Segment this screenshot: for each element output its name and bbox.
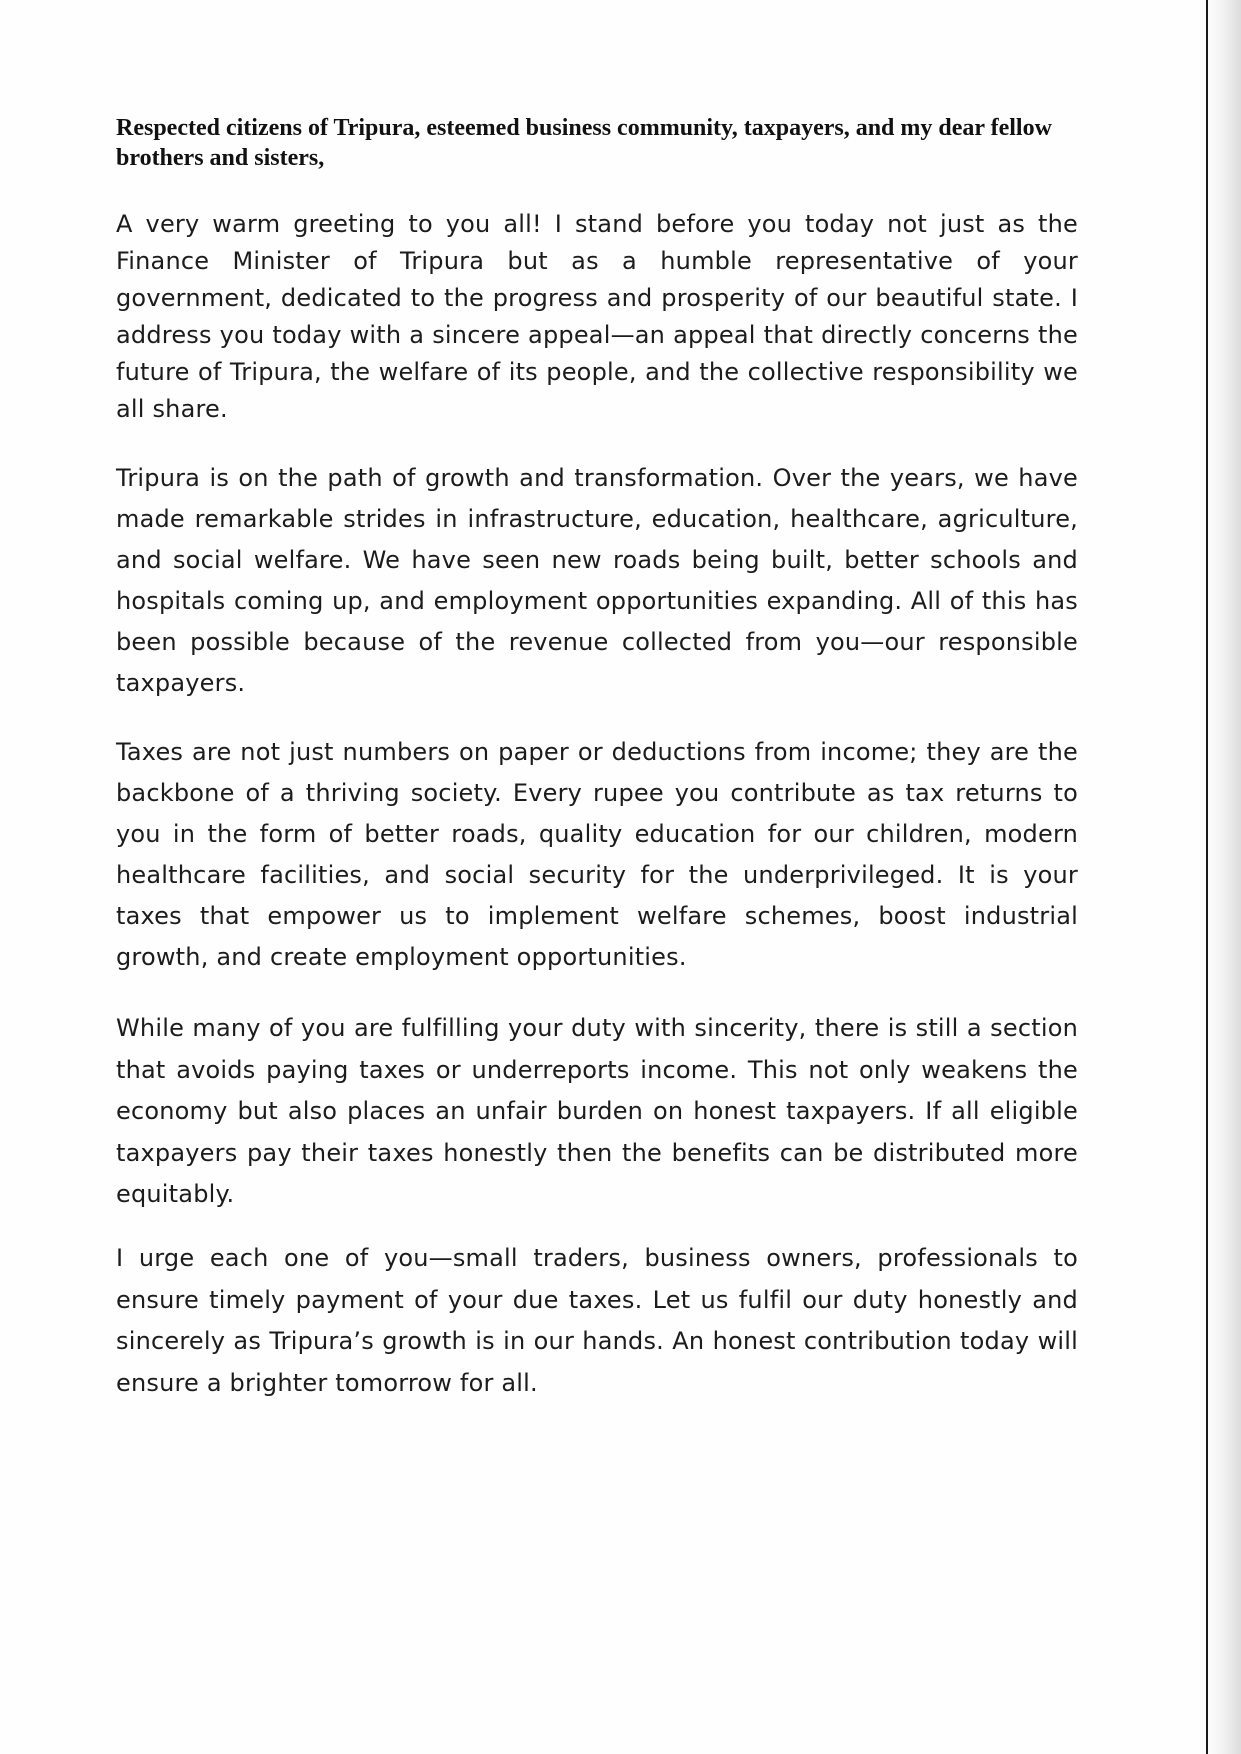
page-edge-shadow <box>1207 0 1241 1754</box>
salutation: Respected citizens of Tripura, esteemed business community, taxpayers, and my dear fellow brothers and sisters, <box>116 115 1052 171</box>
page-edge-line <box>1206 0 1208 1754</box>
paragraph-taxes-backbone: Taxes are not just numbers on paper or deductions from income; they are the backbone of a thriving society. Every rupee you contribute as tax returns to you in the form of better roads, quality education for our children, modern healthcare facilities, and social security for the underprivileged. It is your taxes that empower us to implement welfare schemes, boost industrial growth, and create employment opportunities. <box>116 738 1078 971</box>
paragraph-tax-evasion: While many of you are fulfilling your duty with sincerity, there is still a section that avoids paying taxes or underreports income. This not only weakens the economy but also places an unfair burden on honest taxpayers. If all eligible taxpayers pay their taxes honestly then the benefits can be distributed more equitably. <box>116 1014 1078 1208</box>
paragraph-greeting: A very warm greeting to you all! I stand before you today not just as the Finance Minister of Tripura but as a humble representative of your government, dedicated to the progress and prosperity of our beautiful state. I address you today with a sincere appeal—an appeal that directly concerns the future of Tripura, the welfare of its people, and the collective responsibility we all share. <box>116 210 1078 423</box>
paragraph-appeal: I urge each one of you—small traders, business owners, professionals to ensure timely payment of your due taxes. Let us fulfil our duty honestly and sincerely as Tripura’s growth is in our hands. An honest contribution today will ensure a brighter tomorrow for all. <box>116 1244 1078 1397</box>
paragraph-growth: Tripura is on the path of growth and transformation. Over the years, we have made remarkable strides in infrastructure, education, healthcare, agriculture, and social welfare. We have seen new roads being built, better schools and hospitals coming up, and employment opportunities expanding. All of this has been possible because of the revenue collected from you—our responsible taxpayers. <box>116 464 1078 697</box>
